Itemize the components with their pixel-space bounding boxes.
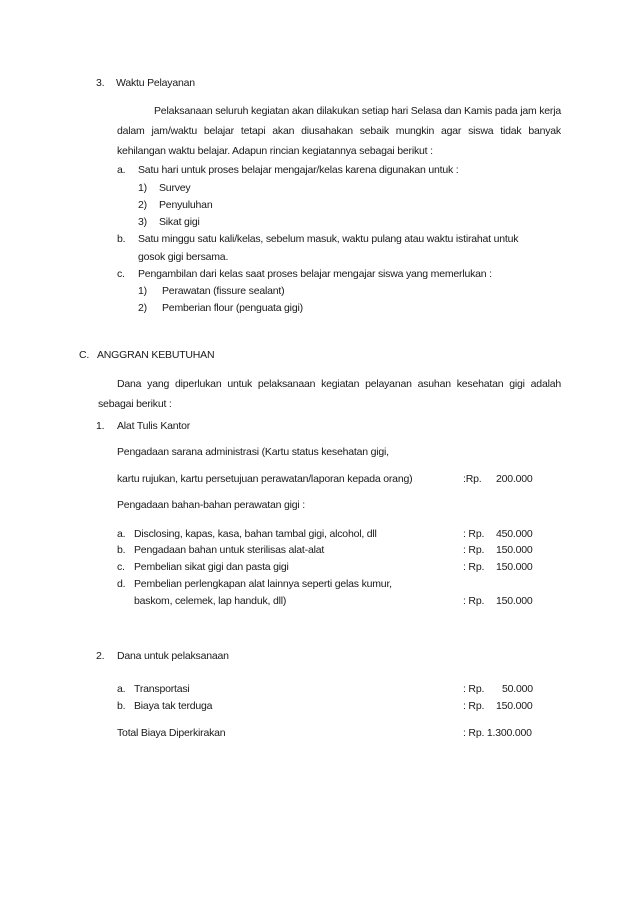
item-b-text: Satu minggu satu kali/kelas, sebelum masuk, waktu pulang atau waktu istirahat untuk [138, 233, 519, 245]
cost-row-d-text: Pembelian perlengkapan alat lainnya seperti gelas kumur, [134, 578, 392, 590]
item-2-number: 2. [96, 650, 105, 662]
section-c-intro: Dana yang diperlukan untuk pelaksanaan kegiatan pelayanan asuhan kesehatan gigi adalah sebagai berikut : [98, 378, 561, 410]
item-1-number: 1. [96, 420, 105, 432]
funding-row-b-amount: 150.000 [496, 700, 533, 712]
procurement-materials-heading: Pengadaan bahan-bahan perawatan gigi : [117, 499, 305, 511]
cost-row-b-amount: 150.000 [496, 544, 533, 556]
item-a-sub-3-num: 3) [138, 216, 147, 228]
cost-row-d-currency: : Rp. [463, 595, 485, 607]
admin-currency: :Rp. [463, 473, 482, 485]
item-2-title: Dana untuk pelaksanaan [117, 650, 229, 662]
admin-amount: 200.000 [496, 473, 533, 485]
funding-row-a-letter: a. [117, 683, 126, 695]
item-c-sub-2-text: Pemberian flour (penguata gigi) [162, 302, 303, 314]
cost-row-d-text-cont: baskom, celemek, lap handuk, dll) [134, 595, 287, 607]
cost-row-d-letter: d. [117, 578, 126, 590]
item-b-text-cont: gosok gigi bersama. [138, 251, 229, 263]
cost-row-d-amount: 150.000 [496, 595, 533, 607]
cost-row-a-amount: 450.000 [496, 528, 533, 540]
total-label: Total Biaya Diperkirakan [117, 727, 226, 739]
cost-row-b-letter: b. [117, 544, 126, 556]
funding-row-a-currency: : Rp. [463, 683, 485, 695]
item-c-text: Pengambilan dari kelas saat proses belajar mengajar siswa yang memerlukan : [138, 268, 492, 280]
funding-row-b-letter: b. [117, 700, 126, 712]
section-3-title: Waktu Pelayanan [116, 77, 195, 89]
cost-row-a-letter: a. [117, 528, 126, 540]
procurement-admin-line: Pengadaan sarana administrasi (Kartu status kesehatan gigi, [117, 446, 389, 458]
section-c-title: ANGGRAN KEBUTUHAN [97, 349, 215, 361]
item-a-letter: a. [117, 164, 126, 176]
item-c-letter: c. [117, 268, 125, 280]
procurement-admin-line-cont: kartu rujukan, kartu persetujuan perawatan/laporan kepada orang) [117, 473, 413, 485]
item-c-sub-2-num: 2) [138, 302, 147, 314]
section-c-letter: C. [79, 349, 90, 361]
item-1-title: Alat Tulis Kantor [117, 420, 191, 432]
section-3-intro: Pelaksanaan seluruh kegiatan akan dilakukan setiap hari Selasa dan Kamis pada jam kerja dalam jam/waktu belajar tetapi akan diusahakan sebaik mungkin agar siswa tidak banyak kehilangan waktu belajar. Adapun rincian kegiatannya sebagai berikut : [117, 105, 561, 157]
item-b-letter: b. [117, 233, 126, 245]
cost-row-a-text: Disclosing, kapas, kasa, bahan tambal gigi, alcohol, dll [134, 528, 377, 540]
funding-row-a-amount: 50.000 [502, 683, 533, 695]
total-value: : Rp. 1.300.000 [463, 727, 532, 739]
section-3-number: 3. [96, 77, 105, 89]
item-a-sub-2-num: 2) [138, 199, 147, 211]
cost-row-b-currency: : Rp. [463, 544, 485, 556]
cost-row-c-currency: : Rp. [463, 561, 485, 573]
item-a-sub-3-text: Sikat gigi [159, 216, 200, 228]
cost-row-c-text: Pembelian sikat gigi dan pasta gigi [134, 561, 289, 573]
funding-row-a-text: Transportasi [134, 683, 190, 695]
item-c-sub-1-text: Perawatan (fissure sealant) [162, 285, 285, 297]
item-a-sub-1-text: Survey [159, 182, 191, 194]
cost-row-c-amount: 150.000 [496, 561, 533, 573]
item-a-text: Satu hari untuk proses belajar mengajar/kelas karena digunakan untuk : [138, 164, 459, 176]
item-c-sub-1-num: 1) [138, 285, 147, 297]
cost-row-b-text: Pengadaan bahan untuk sterilisas alat-alat [134, 544, 325, 556]
cost-row-c-letter: c. [117, 561, 125, 573]
item-a-sub-1-num: 1) [138, 182, 147, 194]
cost-row-a-currency: : Rp. [463, 528, 485, 540]
funding-row-b-text: Biaya tak terduga [134, 700, 213, 712]
funding-row-b-currency: : Rp. [463, 700, 485, 712]
item-a-sub-2-text: Penyuluhan [159, 199, 213, 211]
